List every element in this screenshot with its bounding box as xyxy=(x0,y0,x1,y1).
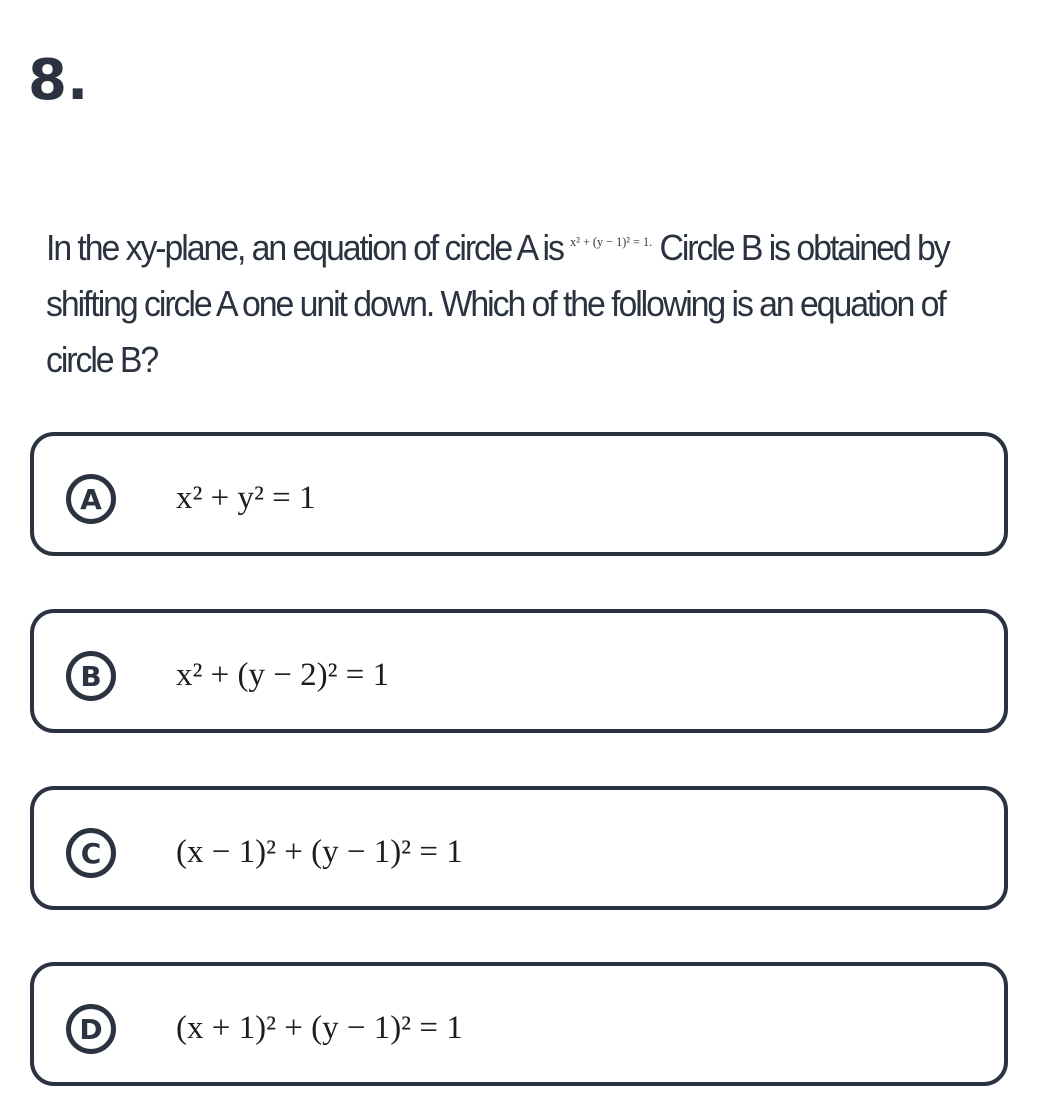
option-a-letter-badge: A xyxy=(66,474,116,524)
stem-text-part2: Circle B is obtained by shifting circle A one unit down. Which of the following is an equation of circle B? xyxy=(46,227,949,380)
given-equation: x² + (y − 1)² = 1. xyxy=(570,234,653,249)
option-a[interactable] xyxy=(30,432,1008,556)
question-number: 8. xyxy=(28,48,89,113)
option-b[interactable] xyxy=(30,609,1008,733)
option-d[interactable] xyxy=(30,962,1008,1086)
question-stem xyxy=(46,214,958,388)
option-b-equation: x² + (y − 2)² = 1 xyxy=(176,657,390,693)
option-d-equation: (x + 1)² + (y − 1)² = 1 xyxy=(176,1010,463,1046)
option-c-letter-badge: C xyxy=(66,828,116,878)
option-a-equation: x² + y² = 1 xyxy=(176,480,316,516)
option-c-equation: (x − 1)² + (y − 1)² = 1 xyxy=(176,834,463,870)
option-d-letter-badge: D xyxy=(66,1004,116,1054)
option-c[interactable] xyxy=(30,786,1008,910)
option-b-letter-badge: B xyxy=(66,651,116,701)
stem-text-part1: In the xy-plane, an equation of circle A is xyxy=(46,227,563,268)
